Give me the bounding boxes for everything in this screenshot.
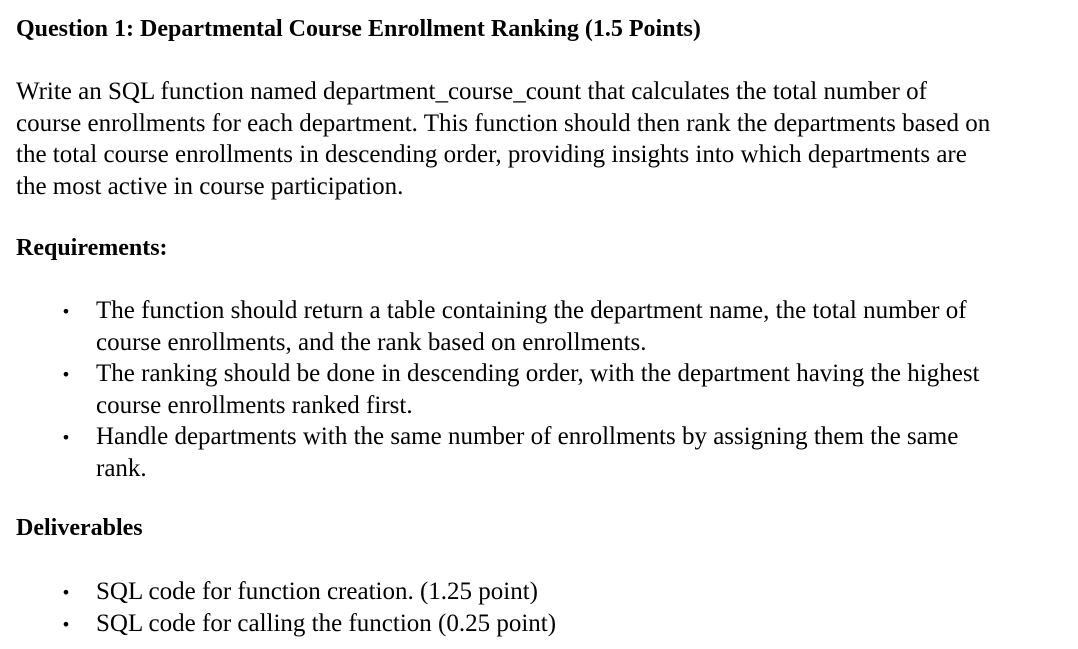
bullet-icon: •: [61, 428, 71, 447]
requirement-item: [0, 358, 1078, 421]
requirement-line: Handle departments with the same number of enrollments by assigning them the same: [96, 423, 959, 450]
deliverables-heading: Deliverables: [16, 515, 143, 541]
requirements-list: [0, 295, 1078, 484]
deliverable-item: [0, 608, 1078, 640]
bullet-icon: •: [61, 365, 71, 384]
question-title: Question 1: Departmental Course Enrollment Ranking (1.5 Points): [16, 16, 701, 42]
deliverable-line: SQL code for function creation. (1.25 point): [96, 578, 539, 605]
requirement-line: course enrollments, and the rank based on enrollments.: [96, 328, 647, 356]
intro-line: Write an SQL function named department_course_count that calculates the total number of: [16, 78, 927, 105]
intro-line: the most active in course participation.: [16, 172, 404, 200]
requirement-text: [96, 421, 1078, 484]
intro-line: course enrollments for each department. This function should then rank the departments based on: [16, 109, 991, 137]
requirement-item: [0, 295, 1078, 358]
deliverable-text: [96, 576, 1078, 608]
deliverable-line: SQL code for calling the function (0.25 point): [96, 609, 557, 637]
requirements-heading: Requirements:: [16, 235, 168, 261]
deliverable-item: [0, 576, 1078, 608]
intro-paragraph: [16, 76, 1074, 202]
intro-line: the total course enrollments in descending order, providing insights into which departments are: [16, 141, 967, 168]
bullet-icon: •: [61, 302, 71, 321]
requirement-line: The function should return a table containing the department name, the total number of: [96, 297, 967, 324]
bullet-icon: •: [61, 583, 71, 602]
deliverable-text: [96, 608, 1078, 640]
deliverables-list: [0, 576, 1078, 639]
requirement-item: [0, 421, 1078, 484]
requirement-text: [96, 295, 1078, 358]
requirement-line: rank.: [96, 454, 147, 482]
requirement-line: The ranking should be done in descending order, with the department having the highest: [96, 360, 980, 387]
bullet-icon: •: [61, 614, 71, 634]
requirement-text: [96, 358, 1078, 421]
requirement-line: course enrollments ranked first.: [96, 391, 413, 419]
